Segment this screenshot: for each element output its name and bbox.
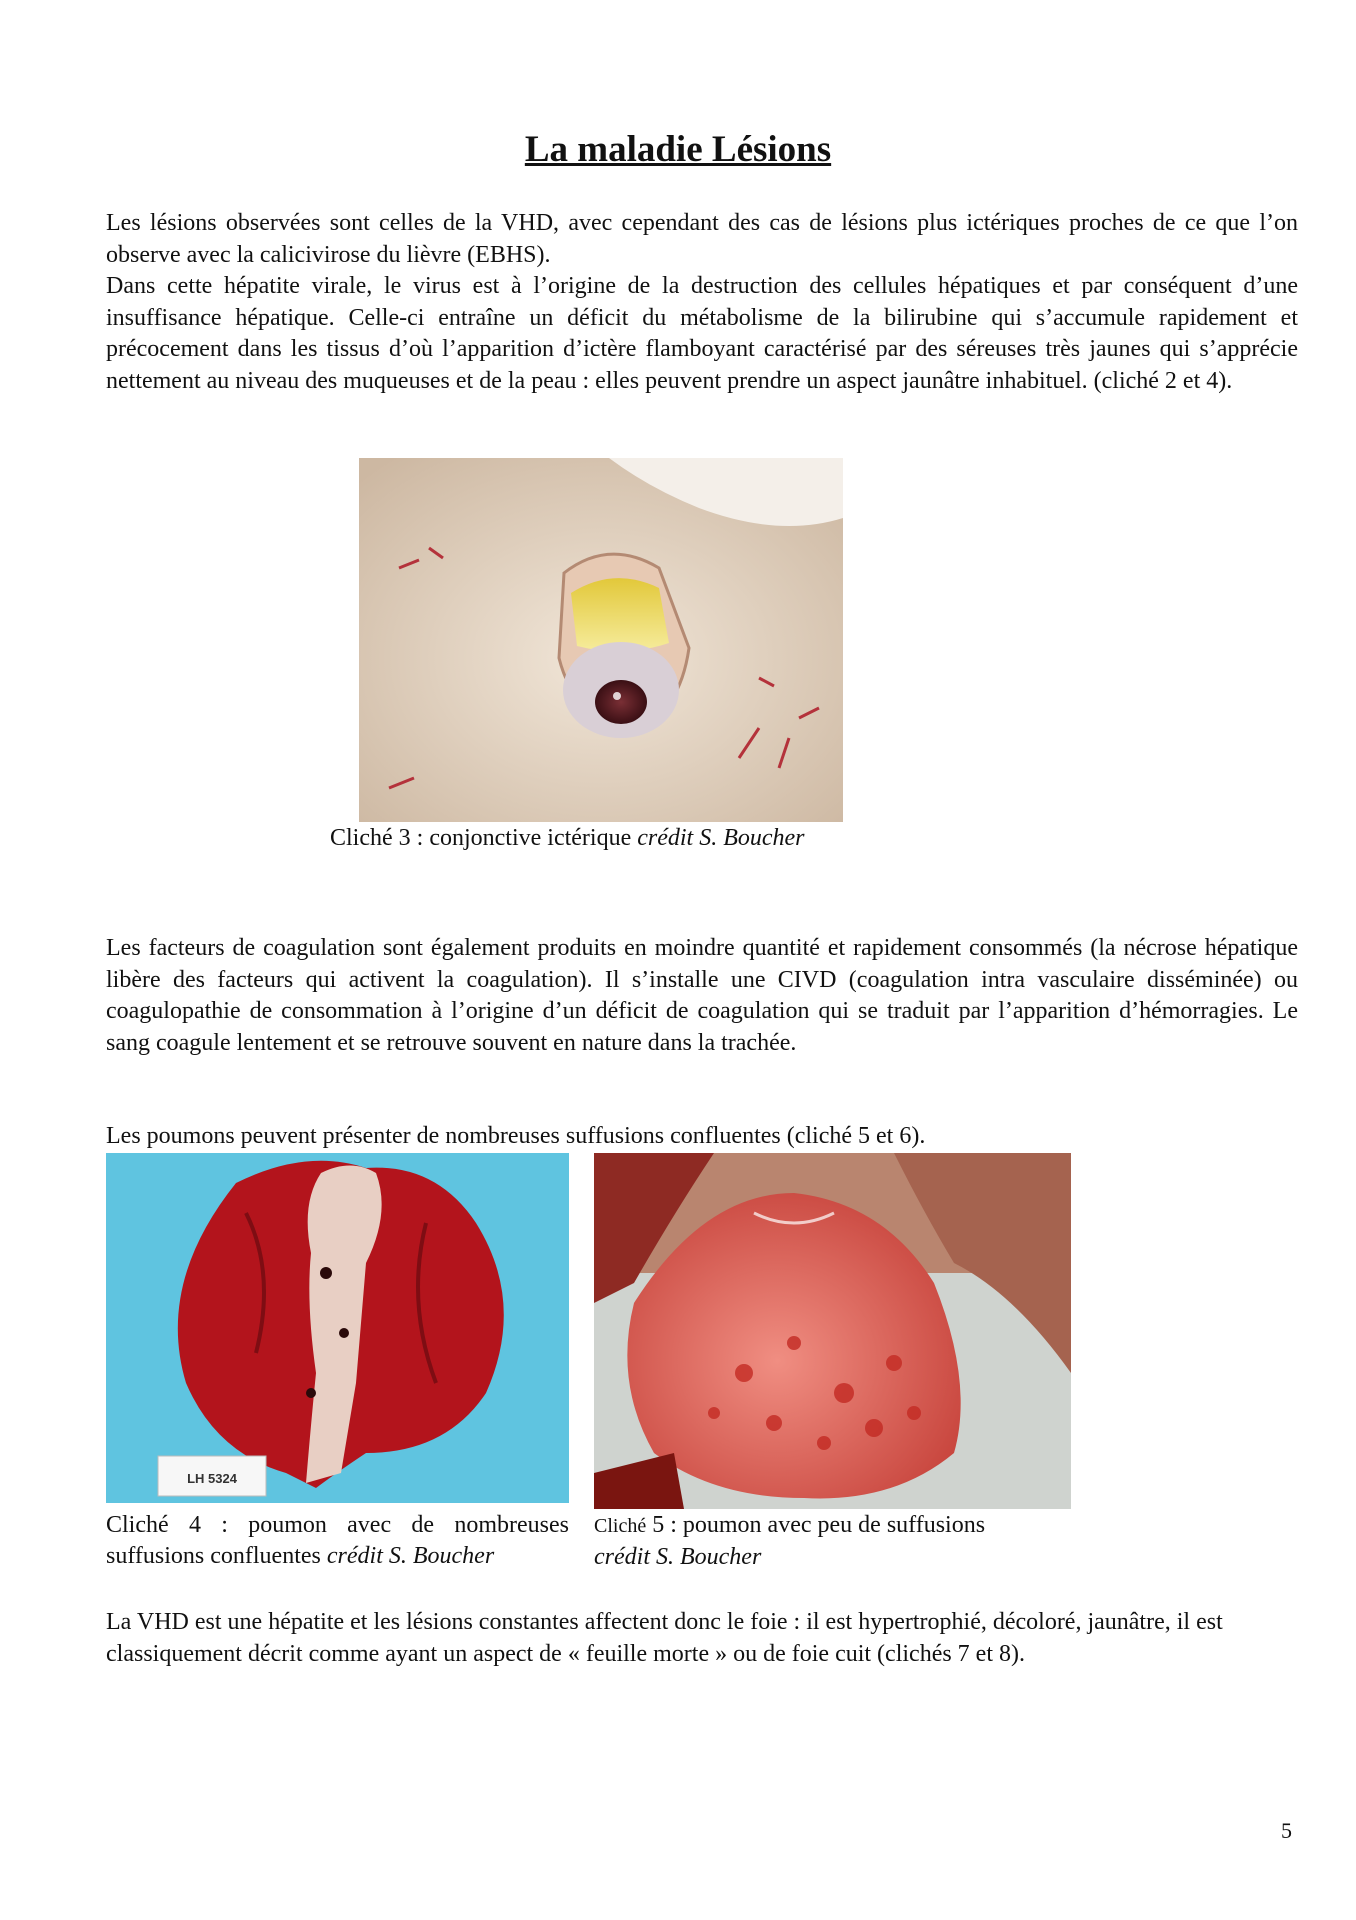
caption-cliche-5-label: Cliché <box>594 1515 647 1537</box>
caption-cliche-4 <box>106 1510 569 1572</box>
caption-cliche-5 <box>594 1510 1071 1573</box>
photo-conjunctiva <box>359 458 843 822</box>
photo-lung-few-suffusions <box>594 1153 1071 1509</box>
caption-cliche-5-text: 5 : poumon avec peu de suffusions <box>646 1512 986 1538</box>
paragraph-lungs: Les poumons peuvent présenter de nombreuses suffusions confluentes (cliché 5 et 6). <box>106 1123 926 1149</box>
caption-cliche-3 <box>330 823 805 854</box>
caption-cliche-3-text: Cliché 3 : conjonctive ictérique <box>330 825 638 851</box>
page-title: La maladie Lésions <box>524 129 832 170</box>
page-number: 5 <box>1281 1818 1292 1843</box>
caption-cliche-4-text: Cliché 4 : poumon avec de nombreuses suffusions confluentes <box>106 1512 569 1569</box>
caption-cliche-4-credit: crédit S. Boucher <box>326 1543 495 1569</box>
paragraph-liver: La VHD est une hépatite et les lésions constantes affectent donc le foie : il est hypertrophié, décoloré, jaunâtre, il est classiquement décrit comme ayant un aspect de « feuille morte » ou de foie cuit (clichés 7 et 8). <box>106 1609 1223 1667</box>
photo-specimen-label: LH 5324 <box>187 1471 237 1486</box>
photo-lung-many-suffusions <box>106 1153 569 1503</box>
caption-cliche-3-credit: crédit S. Boucher <box>637 825 805 851</box>
caption-cliche-5-credit: crédit S. Boucher <box>594 1544 762 1570</box>
paragraph-hepatitis: Dans cette hépatite virale, le virus est à l’origine de la destruction des cellules hépatiques et par conséquent d’une insuffisance hépatique. Celle-ci entraîne un déficit du métabolisme de la bilirubine qui s’accumule rapidement et précocement dans les tissus d’où l’apparition d’ictère flamboyant caractérisé par des séreuses très jaunes qui s’apprécie nettement au niveau des muqueuses et de la peau : elles peuvent prendre un aspect jaunâtre inhabituel. (cliché 2 et 4). <box>106 273 1298 394</box>
paragraph-intro: Les lésions observées sont celles de la VHD, avec cependant des cas de lésions plus ictériques proches de ce que l’on observe avec la calicivirose du lièvre (EBHS). <box>106 210 1298 268</box>
paragraph-coagulation: Les facteurs de coagulation sont également produits en moindre quantité et rapidement consommés (la nécrose hépatique libère des facteurs qui activent la coagulation). Il s’installe une CIVD (coagulation intra vasculaire disséminée) ou coagulopathie de consommation à l’origine d’un déficit de coagulation qui se traduit par l’apparition d’hémorragies. Le sang coagule lentement et se retrouve souvent en nature dans la trachée. <box>106 935 1298 1056</box>
